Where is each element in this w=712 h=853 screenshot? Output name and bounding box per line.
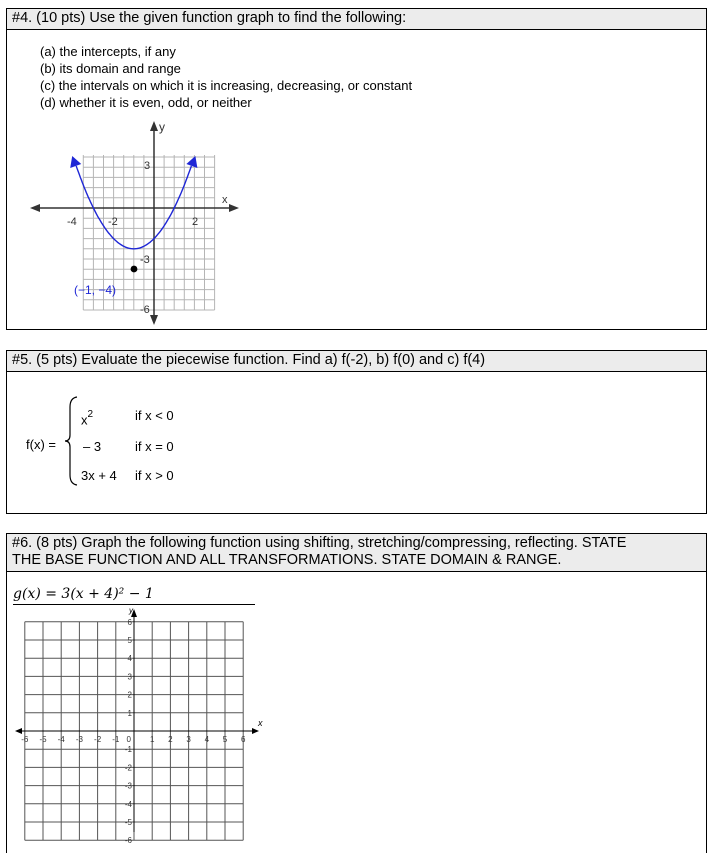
y-tick-3: 3	[144, 160, 151, 172]
x-tick-neg4: -4	[67, 216, 77, 228]
grid-y-tick: -2	[124, 763, 132, 773]
y-tick-neg6: -6	[140, 304, 150, 316]
grid-y-tick: 3	[127, 672, 132, 682]
grid-x-tick: -4	[57, 735, 65, 744]
grid-y-tick: -1	[124, 745, 132, 755]
case-1-cond: if x < 0	[135, 408, 174, 423]
grid-x-tick: -6	[21, 735, 29, 744]
item-d: (d) whether it is even, odd, or neither	[40, 95, 252, 110]
x-tick-2: 2	[192, 216, 199, 228]
case-2-expr: – 3	[83, 439, 102, 454]
grid-y-tick: -5	[124, 818, 132, 827]
y-axis-label: y	[159, 120, 165, 134]
vertex-point	[131, 266, 138, 273]
item-a: (a) the intercepts, if any	[40, 44, 176, 59]
case-3-expr: 3x + 4	[81, 468, 117, 483]
grid-x-tick: 2	[168, 735, 173, 744]
grid-x-tick: -3	[75, 735, 83, 744]
question-6-header-line2: THE BASE FUNCTION AND ALL TRANSFORMATIONS. STATE DOMAIN & RANGE.	[12, 552, 562, 568]
y-tick-neg3: -3	[140, 254, 150, 266]
question-6-header	[7, 534, 706, 572]
equation-underline	[13, 604, 255, 605]
grid-y-tick: 4	[127, 654, 132, 664]
equation: g(x) = 3(x + 4)² − 1	[13, 586, 154, 602]
grid-y-tick: -4	[124, 799, 132, 809]
grid-y-tick: -3	[124, 781, 132, 791]
grid-x-tick: 1	[149, 735, 155, 744]
grid-origin-label: 0	[126, 735, 131, 744]
question-4-box	[6, 8, 707, 330]
piecewise-brace	[65, 395, 79, 487]
case-2-cond: if x = 0	[135, 439, 174, 454]
grid-x-tick: -1	[112, 735, 120, 744]
question-4-items	[40, 43, 412, 111]
question-5-box	[6, 350, 707, 514]
grid-y-tick: 2	[127, 690, 132, 700]
grid-x-tick: 6	[240, 735, 246, 744]
item-b: (b) its domain and range	[40, 61, 181, 76]
grid-y-tick: -6	[124, 836, 132, 846]
grid-y-tick: 1	[127, 708, 132, 718]
blank-graph-grid	[15, 606, 265, 846]
grid-x-tick: 4	[204, 735, 210, 744]
case-1-expr: $x^2$	[81, 409, 94, 428]
x-axis-label: x	[222, 194, 228, 206]
grid-y-label: y	[129, 606, 133, 615]
grid-x-tick: -2	[94, 735, 102, 744]
item-c: (c) the intervals on which it is increasing, decreasing, or constant	[40, 78, 413, 93]
question-6-header-line1: #6. (8 pts) Graph the following function using shifting, stretching/compressing, reflecting. STATE	[12, 535, 627, 551]
vertex-label: (−1, −4)	[74, 283, 117, 297]
function-graph	[27, 121, 247, 326]
x-tick-neg2: -2	[108, 216, 118, 228]
grid-y-tick: 5	[127, 636, 132, 645]
piecewise-lhs: f(x) =	[26, 437, 56, 452]
question-4-header: #4. (10 pts) Use the given function graph to find the following:	[7, 9, 706, 30]
grid-x-label: x	[258, 718, 263, 728]
grid-y-tick: 6	[127, 617, 132, 627]
grid-x-tick: 3	[186, 735, 191, 744]
case-3-cond: if x > 0	[135, 468, 174, 483]
grid-x-tick: -5	[39, 735, 47, 744]
question-5-header: #5. (5 pts) Evaluate the piecewise function. Find a) f(-2), b) f(0) and c) f(4)	[7, 351, 706, 372]
question-6-box	[6, 533, 707, 853]
grid-x-tick: 5	[222, 735, 228, 744]
